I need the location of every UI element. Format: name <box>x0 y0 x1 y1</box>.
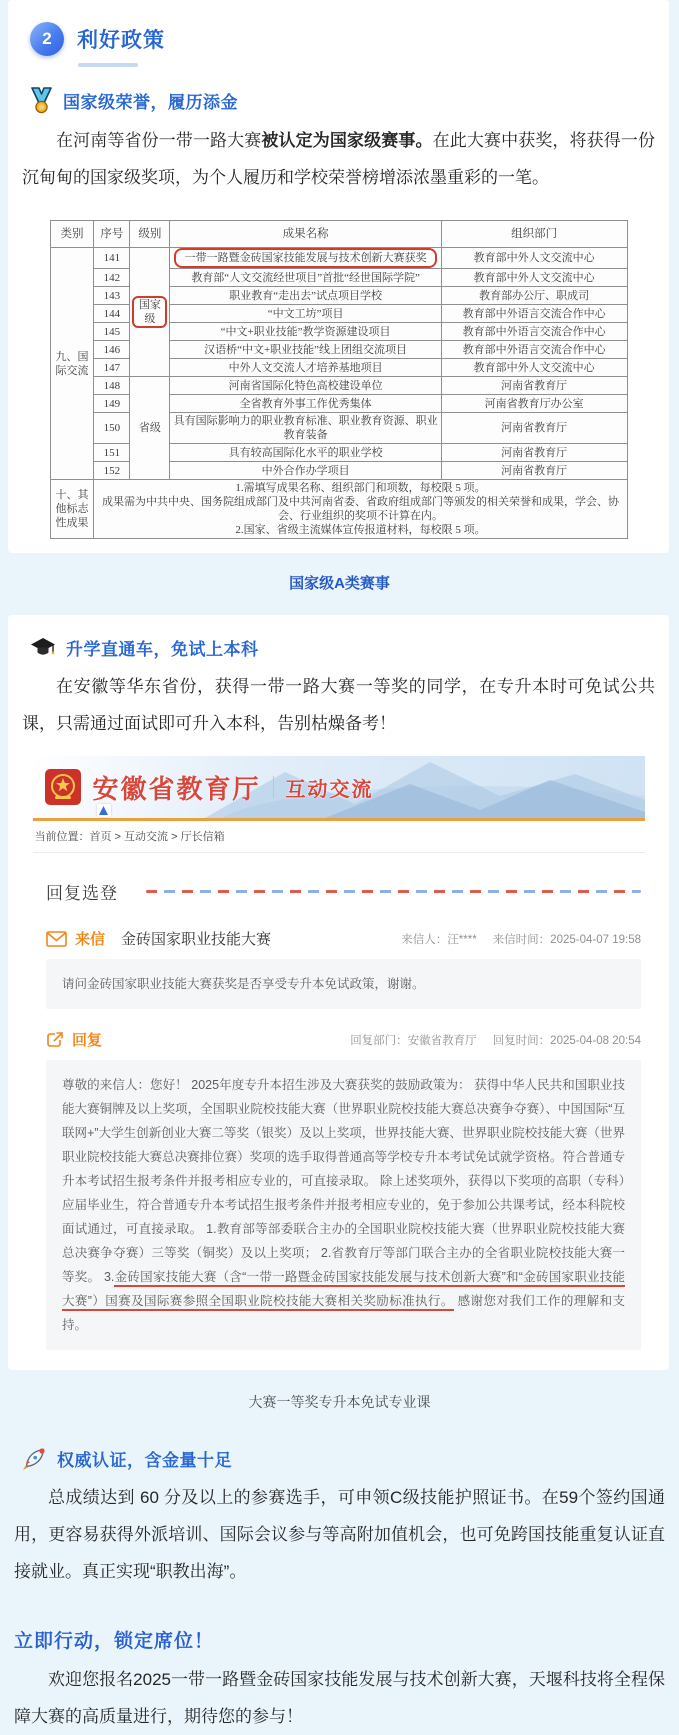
table-note-line: 2.国家、省级主流媒体宣传报道材料，每校限 5 项。 <box>235 524 486 536</box>
table-notes <box>94 480 627 539</box>
paragraph-study: 在安徽等华东省份，获得一带一路大赛一等奖的同学，在专升本时可免试公共课，只需通过面试即可升入本科，告别枯燥备考！ <box>22 677 655 733</box>
reply-text: 尊敬的来信人：您好！ 2025年度专升本招生涉及大赛获奖的鼓励政策为： 获得中华人民共和国职业技能大赛铜牌及以上奖项，全国职业院校技能大赛（世界职业院校技能大赛总决赛争夺赛）、中国国际“互联网+”大学生创新创业大赛二等奖（银奖）及以上奖项，世界技能大赛、世界职业院校技能大赛（世界职业院校技能大赛总决赛排位赛）奖项的选手取得普通高等学校专升本考试免试就学资格。符合普通专升本考试招生报考条件并报考相应专业的，可直接录取。 除上述奖项外，获得以下奖项的高职（专科）应届毕业生，符合普通专升本考试招生报考条件并报考相应专业的，免于参加公共课考试，经本科院校面试通过，可直接录取。 1.教育部等部委联合主办的全国职业院校技能大赛（世界职业院校技能大赛总决赛争夺赛）三等奖（铜奖）及以上奖项； 2.省教育厅等部门联合主办的全省职业院校技能大赛一等奖。 3. <box>62 1078 625 1284</box>
paragraph-action: 欢迎您报名2025一带一路暨金砖国家技能发展与技术创新大赛，天堰科技将全程保障大赛的高质量进行，期待您的参与！ <box>14 1670 665 1726</box>
col-header-name: 成果名称 <box>170 221 441 248</box>
row-org: 教育部中外语言交流合作中心 <box>441 341 627 359</box>
row-no: 151 <box>94 444 130 462</box>
row-org: 教育部中外人文交流中心 <box>441 269 627 287</box>
row-no: 141 <box>94 248 130 269</box>
table-note-line: 成果需为中共中央、国务院组成部门及中共河南省委、省政府组成部门等颁发的相关荣誉和成果，学会、协会、行业组织的奖项不计算在内。 <box>101 496 619 522</box>
row-no: 147 <box>94 359 130 377</box>
reply-body-box <box>46 1060 641 1350</box>
table-notes-row <box>50 480 627 539</box>
row-name: “中文+职业技能”教学资源建设项目 <box>170 323 441 341</box>
letter-label: 来信 <box>75 931 106 948</box>
row-no: 142 <box>94 269 130 287</box>
letter-body-box: 请问金砖国家职业技能大赛获奖是否享受专升本免试政策，谢谢。 <box>46 959 641 1009</box>
row-no: 150 <box>94 413 130 444</box>
section-title: 利好政策 <box>77 29 165 52</box>
row-no: 149 <box>94 395 130 413</box>
row-name: 职业教育“走出去”试点项目学校 <box>170 287 441 305</box>
achievements-table-scan <box>50 220 628 539</box>
table-row <box>50 248 627 269</box>
row-no: 144 <box>94 305 130 323</box>
letter-meta <box>401 931 641 947</box>
subsection-cert-header <box>22 1446 679 1471</box>
mini-logo <box>97 804 111 817</box>
paragraph-honor-rest: 在此大赛中获奖，将获得一份沉甸甸的国家级奖项，为个人履历和学校荣誉榜增添浓墨重彩的一笔。 <box>22 131 656 187</box>
row-no: 143 <box>94 287 130 305</box>
row-no: 148 <box>94 377 130 395</box>
reply-dept: 回复部门：安徽省教育厅 <box>350 1034 477 1047</box>
letter-row <box>46 928 641 949</box>
subsection-study-header <box>30 635 669 660</box>
row-name: 中外人文交流人才培养基地项目 <box>170 359 441 377</box>
action-title: 立即行动，锁定席位！ <box>14 1631 215 1652</box>
letter-time: 来信时间：2025-04-07 19:58 <box>492 933 641 946</box>
subsection-honor-title: 国家级荣誉，履历添金 <box>63 93 238 112</box>
row-org: 河南省教育厅 <box>441 413 627 444</box>
section-title-underline <box>78 63 138 67</box>
paragraph-honor-lead: 在河南等省份一带一路大赛 <box>56 131 262 150</box>
breadcrumb: 当前位置：首页 > 互动交流 > 厅长信箱 <box>33 821 645 853</box>
level-national-annotation: 国家级 <box>132 296 167 328</box>
subsection-study-title: 升学直通车，免试上本科 <box>66 640 259 659</box>
reply-icon <box>46 1031 64 1049</box>
reply-row <box>46 1029 641 1050</box>
graduation-cap-icon <box>30 637 56 659</box>
reply-time: 回复时间：2025-04-08 20:54 <box>492 1034 641 1047</box>
row-name: 具有较高国际化水平的职业学校 <box>170 444 441 462</box>
category-other: 十、其他标志性成果 <box>50 480 94 539</box>
reply-section-header <box>46 879 641 904</box>
gov-website-banner <box>33 756 645 818</box>
dashed-divider <box>146 890 641 893</box>
level-national-cell <box>130 248 170 377</box>
achievements-table <box>50 220 628 539</box>
letter-sender: 来信人：汪**** <box>401 933 477 946</box>
table-caption: 国家级A类赛事 <box>289 575 390 592</box>
channel-name: 互动交流 <box>285 778 374 801</box>
reply-caption: 大赛一等奖专升本免试专业课 <box>248 1394 431 1410</box>
agency-name: 安徽省教育厅 <box>92 773 261 804</box>
letter-title: 金砖国家职业技能大赛 <box>121 931 272 948</box>
paragraph-cert: 总成绩达到 60 分及以上的参赛选手，可申领C级技能护照证书。在59个签约国通用，更容易获得外派培训、国际会议参与等高附加值机会，也可免跨国技能重复认证直接就业。真正实现“职教出海”。 <box>14 1488 665 1581</box>
row-no: 146 <box>94 341 130 359</box>
row-name-highlighted <box>170 248 441 269</box>
reply-section-title: 回复选登 <box>46 884 118 903</box>
col-header-level: 级别 <box>130 221 170 248</box>
national-emblem-icon <box>45 769 81 805</box>
section-header <box>30 22 669 56</box>
competition-annotation: 一带一路暨金砖国家技能发展与技术创新大赛获奖 <box>174 248 436 268</box>
subsection-cert-title: 权威认证，含金量十足 <box>57 1451 232 1470</box>
envelope-icon <box>46 931 67 947</box>
row-no: 145 <box>94 323 130 341</box>
subsection-honor-header <box>30 87 669 114</box>
col-header-category: 类别 <box>50 221 94 248</box>
paragraph-honor <box>22 122 655 196</box>
row-name: 河南省国际化特色高校建设单位 <box>170 377 441 395</box>
banner-row <box>33 756 645 818</box>
row-no: 152 <box>94 462 130 480</box>
table-row <box>50 377 627 395</box>
row-org: 教育部办公厅、职成司 <box>441 287 627 305</box>
row-org: 教育部中外人文交流中心 <box>441 359 627 377</box>
row-name: 教育部“人文交流经世项目”首批“经世国际学院” <box>170 269 441 287</box>
section-number-badge: 2 <box>30 22 64 56</box>
table-note-line: 1.需填写成果名称、组织部门和项数，每校限 5 项。 <box>235 482 486 494</box>
banner-divider <box>273 776 274 798</box>
table-header-row <box>50 221 627 248</box>
row-name: “中文工坊”项目 <box>170 305 441 323</box>
reply-label: 回复 <box>72 1032 103 1049</box>
col-header-org: 组织部门 <box>441 221 627 248</box>
col-header-no: 序号 <box>94 221 130 248</box>
row-name: 全省教育外事工作优秀集体 <box>170 395 441 413</box>
reply-meta <box>350 1032 641 1048</box>
level-provincial-cell: 省级 <box>130 377 170 480</box>
row-org: 河南省教育厅办公室 <box>441 395 627 413</box>
row-name: 具有国际影响力的职业教育标准、职业教育资源、职业教育装备 <box>170 413 441 444</box>
row-org: 河南省教育厅 <box>441 444 627 462</box>
row-org: 教育部中外语言交流合作中心 <box>441 323 627 341</box>
admission-card <box>8 615 669 1370</box>
medal-icon <box>30 87 53 114</box>
category-international: 九、国际交流 <box>50 248 94 480</box>
row-name: 汉语桥“中文+职业技能”线上团组交流项目 <box>170 341 441 359</box>
policy-card <box>8 0 669 553</box>
row-org: 河南省教育厅 <box>441 377 627 395</box>
row-org: 教育部中外语言交流合作中心 <box>441 305 627 323</box>
row-name: 中外合作办学项目 <box>170 462 441 480</box>
reply-text-end: 感谢您对我们工作的理解和支持。 <box>62 1294 625 1332</box>
row-org: 教育部中外人文交流中心 <box>441 248 627 269</box>
row-org: 河南省教育厅 <box>441 462 627 480</box>
reply-text-underlined: 金砖国家技能大赛（含“一带一路暨金砖国家技能发展与技术创新大赛”和“金砖国家职业技能大赛”）国赛及国际赛参照全国职业院校技能大赛相关奖励标准执行。 <box>62 1270 625 1311</box>
paragraph-honor-bold: 被认定为国家级赛事。 <box>261 131 433 150</box>
rocket-icon <box>22 1446 47 1471</box>
